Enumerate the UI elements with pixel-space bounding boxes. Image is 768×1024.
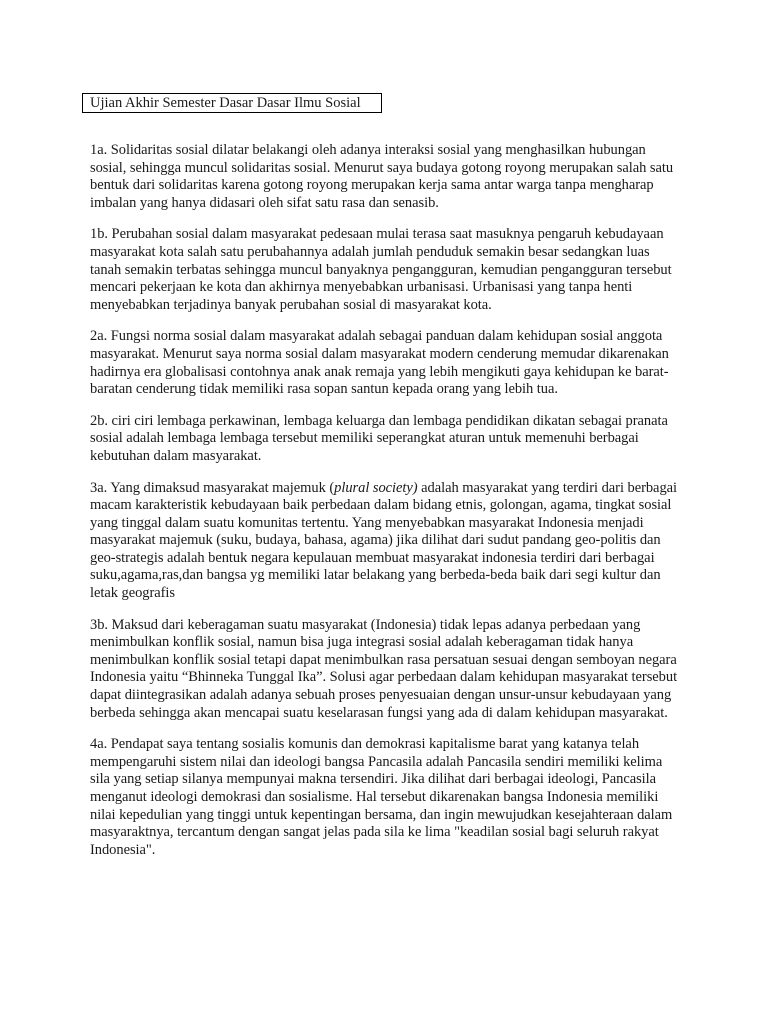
answer-3a-italic-term: plural society) <box>334 479 418 496</box>
document-title: Ujian Akhir Semester Dasar Dasar Ilmu Sosial <box>82 93 382 113</box>
answer-2a: 2a. Fungsi norma sosial dalam masyarakat adalah sebagai panduan dalam kehidupan sosial anggota masyarakat. Menurut saya norma sosial dalam masyarakat modern cenderung memudar dikarenakan hadirnya era globalisasi contohnya anak anak remaja yang lebih mengikuti gaya kehidupan ke barat-baratan cenderung tidak memiliki rasa sopan santun kepada orang yang lebih tua. <box>90 328 669 398</box>
answer-3a-text-before: 3a. Yang dimaksud masyarakat majemuk ( <box>90 479 335 496</box>
answer-3b: 3b. Maksud dari keberagaman suatu masyarakat (Indonesia) tidak lepas adanya perbedaan yang menimbulkan konflik sosial, namun bisa juga integrasi sosial adalah keberagaman tidak hanya menimbulkan konflik sosial tetapi dapat menimbulkan rasa persatuan sesuai dengan semboyan negara Indonesia yaitu “Bhinneka Tunggal Ika”. Solusi agar perbedaan dalam kehidupan masyarakat tersebut dapat diintegrasikan adalah adanya sebuah proses penyesuaian dengan unsur-unsur kebudayaan yang berbeda sehingga akan mencapai suatu keselarasan fungsi yang ada di dalam kehidupan masyarakat. <box>90 616 678 721</box>
answer-2b: 2b. ciri ciri lembaga perkawinan, lembaga keluarga dan lembaga pendidikan dikatan sebagai pranata sosial adalah lembaga lembaga tersebut memiliki seperangkat aturan untuk memenuhi berbagai kebutuhan dalam masyarakat. <box>90 412 668 464</box>
answer-1a: 1a. Solidaritas sosial dilatar belakangi oleh adanya interaksi sosial yang menghasilkan hubungan sosial, sehingga muncul solidaritas sosial. Menurut saya budaya gotong royong merupakan salah satu bentuk dari solidaritas karena gotong royong merupakan kerja sama antar warga tanpa mengharap imbalan yang hanya didasari oleh sifat satu rasa dan senasib. <box>90 142 674 211</box>
answer-list <box>90 142 680 873</box>
answer-1b: 1b. Perubahan sosial dalam masyarakat pedesaan mulai terasa saat masuknya pengaruh kebudayaan masyarakat kota salah satu perubahannya adalah jumlah penduduk semakin besar sedangkan luas tanah semakin terbatas sehingga muncul banyaknya pengangguran, kemudian pengangguran tersebut mencari pekerjaan ke kota dan akhirnya menyebabkan urbanisasi. Urbanisasi yang tanpa henti menyebabkan terjadinya banyak perubahan sosial di masyarakat kota. <box>90 226 672 313</box>
answer-3a-text-after: adalah masyarakat yang terdiri dari berbagai macam karakteristik kebudayaan baik perbedaan dalam bidang etnis, golongan, agama, tingkat sosial yang tinggal dalam suatu komunitas tertentu. Yang menyebabkan masyarakat Indonesia menjadi masyarakat majemuk (suku, budaya, bahasa, agama) jika dilihat dari sudut pandang geo-politis dan geo-strategis adalah bentuk negara kepulauan membuat masyarakat indonesia terdiri dari berbagai suku,agama,ras,dan bangsa yg memiliki latar belakang yang berbeda-beda baik dari segi kultur dan letak geografis <box>90 479 678 602</box>
answer-3a <box>90 480 680 603</box>
answer-4a: 4a. Pendapat saya tentang sosialis komunis dan demokrasi kapitalisme barat yang katanya telah mempengaruhi sistem nilai dan ideologi bangsa Pancasila adalah Pancasila sendiri memiliki kelima sila yang setiap silanya mempunyai makna tersendiri. Jika dilihat dari berbagai ideologi, Pancasila menganut ideologi demokrasi dan sosialisme. Hal tersebut dikarenakan bangsa Indonesia memiliki nilai kepedulian yang tinggi untuk kepentingan bersama, dan ingin mewujudkan kesejahteraan dalam masyaraktnya, tercantum dengan sangat jelas pada sila ke lima "keadilan sosial bagi seluruh rakyat Indonesia". <box>90 736 673 858</box>
